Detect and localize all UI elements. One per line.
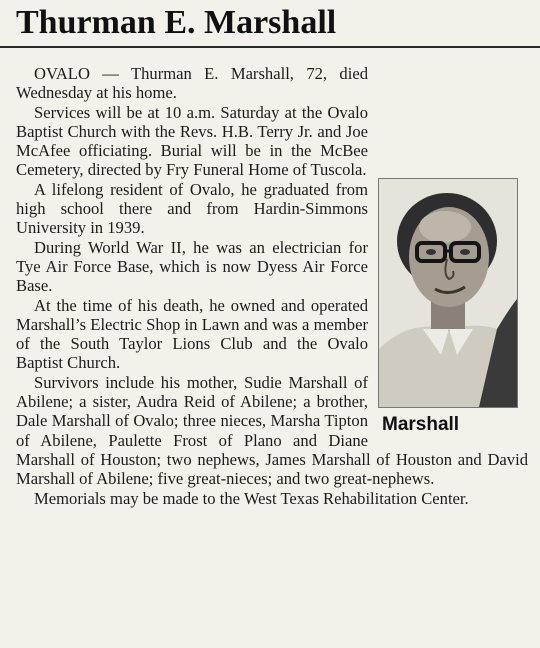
- headline-bar: [0, 0, 540, 48]
- paragraph-war-service: During World War II, he was an electrician for Tye Air Force Base, which is now Dyess Air Force Base.: [16, 237, 368, 296]
- obituary-headline: Thurman E. Marshall: [16, 4, 337, 41]
- paragraph-survivors: Survivors include his mother, Sudie Marshall of Abilene; a sister, Audra Reid of Abilene; a brother, Dale Marshall of Ovalo; three nieces, Marsha Tipton of Abilene, Paulette Frost of Plano and Diane Marshall of Houston; two nephews, James Marshall of Houston and David Marshall of Abilene; five great-nieces; and two great-nephews.: [16, 372, 528, 489]
- paragraph-services: Services will be at 10 a.m. Saturday at the Ovalo Baptist Church with the Revs. H.B. Terry Jr. and Joe McAfee officiating. Burial will be in the McBee Cemetery, directed by Fry Funeral Home of Tuscola.: [16, 102, 368, 180]
- paragraph-residence: A lifelong resident of Ovalo, he graduated from high school there and from Hardin-Simmons University in 1939.: [16, 179, 368, 238]
- paragraph-intro: OVALO — Thurman E. Marshall, 72, died Wednesday at his home.: [16, 64, 368, 103]
- paragraph-memorials: Memorials may be made to the West Texas Rehabilitation Center.: [34, 488, 469, 508]
- photo-caption: Marshall: [382, 414, 460, 435]
- portrait-photo: [378, 178, 518, 408]
- portrait-illustration: [379, 179, 517, 407]
- paragraph-business: At the time of his death, he owned and operated Marshall’s Electric Shop in Lawn and was a member of the South Taylor Lions Club and the Ovalo Baptist Church.: [16, 295, 368, 373]
